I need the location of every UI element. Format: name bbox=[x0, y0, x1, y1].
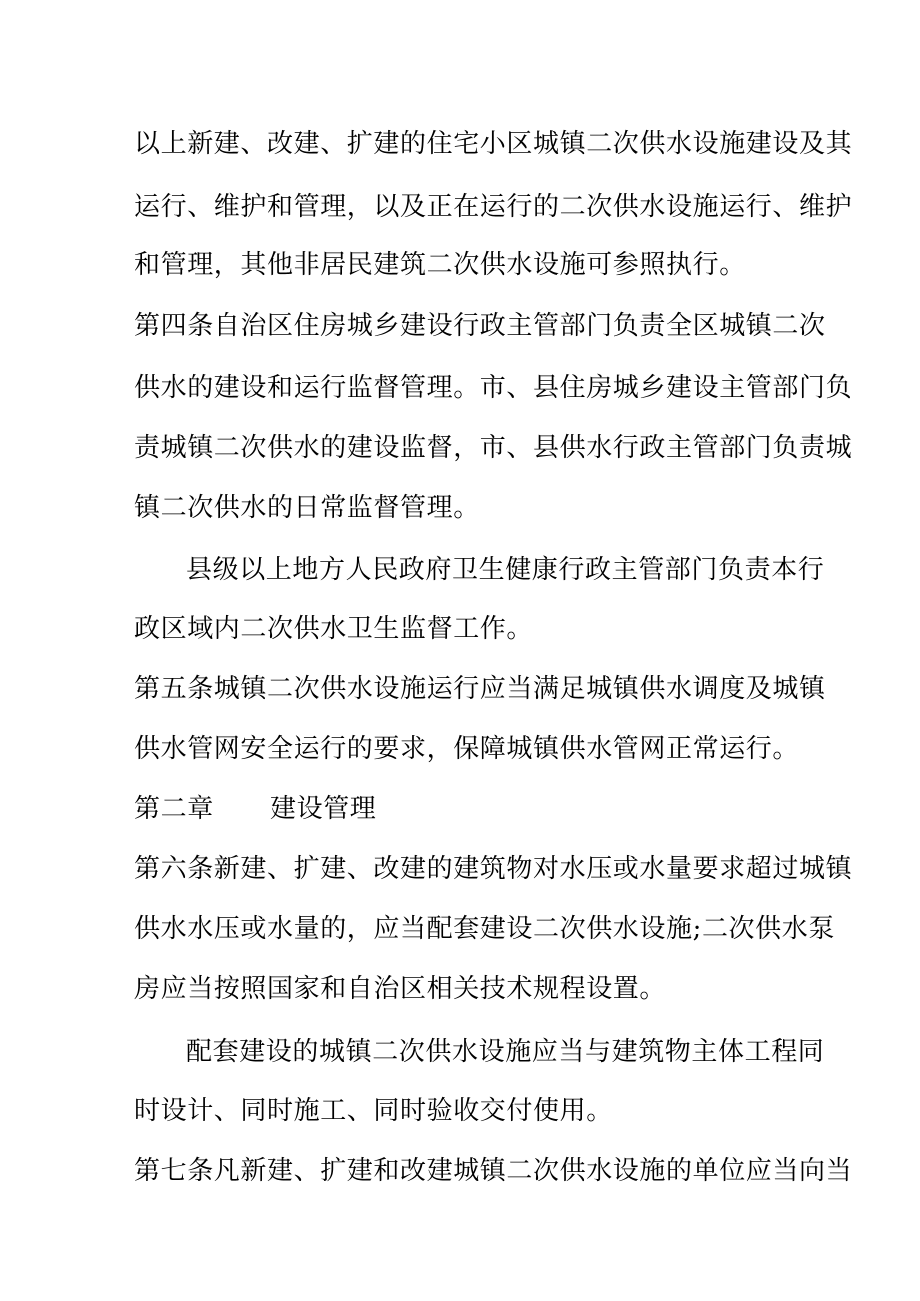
paragraph-line: 时设计、同时施工、同时验收交付使用。 bbox=[134, 1096, 613, 1126]
indented-paragraph-line: 县级以上地方人民政府卫生健康行政主管部门负责本行 bbox=[186, 555, 825, 585]
paragraph-line: 供水管网安全运行的要求，保障城镇供水管网正常运行。 bbox=[134, 734, 800, 764]
paragraph-line: 供水的建设和运行监督管理。市、县住房城乡建设主管部门负 bbox=[134, 373, 853, 403]
paragraph-line: 镇二次供水的日常监督管理。 bbox=[134, 493, 480, 523]
article-7-line: 第七条凡新建、扩建和改建城镇二次供水设施的单位应当向当 bbox=[134, 1156, 853, 1186]
article-5-line: 第五条城镇二次供水设施运行应当满足城镇供水调度及城镇 bbox=[134, 674, 826, 704]
chapter-heading bbox=[0, 793, 920, 825]
paragraph-line: 以上新建、改建、扩建的住宅小区城镇二次供水设施建设及其 bbox=[134, 129, 853, 159]
paragraph-line: 供水水压或水量的，应当配套建设二次供水设施;二次供水泵 bbox=[134, 914, 835, 944]
article-6-line: 第六条新建、扩建、改建的建筑物对水压或水量要求超过城镇 bbox=[134, 854, 853, 884]
indented-paragraph-line: 配套建设的城镇二次供水设施应当与建筑物主体工程同 bbox=[186, 1037, 825, 1067]
paragraph-line: 责城镇二次供水的建设监督，市、县供水行政主管部门负责城 bbox=[134, 433, 853, 463]
chapter-number: 第二章 bbox=[134, 794, 214, 824]
paragraph-line: 政区域内二次供水卫生监督工作。 bbox=[134, 614, 534, 644]
paragraph-line: 房应当按照国家和自治区相关技术规程设置。 bbox=[134, 974, 667, 1004]
paragraph-line: 运行、维护和管理，以及正在运行的二次供水设施运行、维护 bbox=[134, 192, 853, 222]
paragraph-line: 和管理，其他非居民建筑二次供水设施可参照执行。 bbox=[134, 250, 746, 280]
chapter-title: 建设管理 bbox=[270, 794, 377, 824]
article-4-line: 第四条自治区住房城乡建设行政主管部门负责全区城镇二次 bbox=[134, 311, 826, 341]
